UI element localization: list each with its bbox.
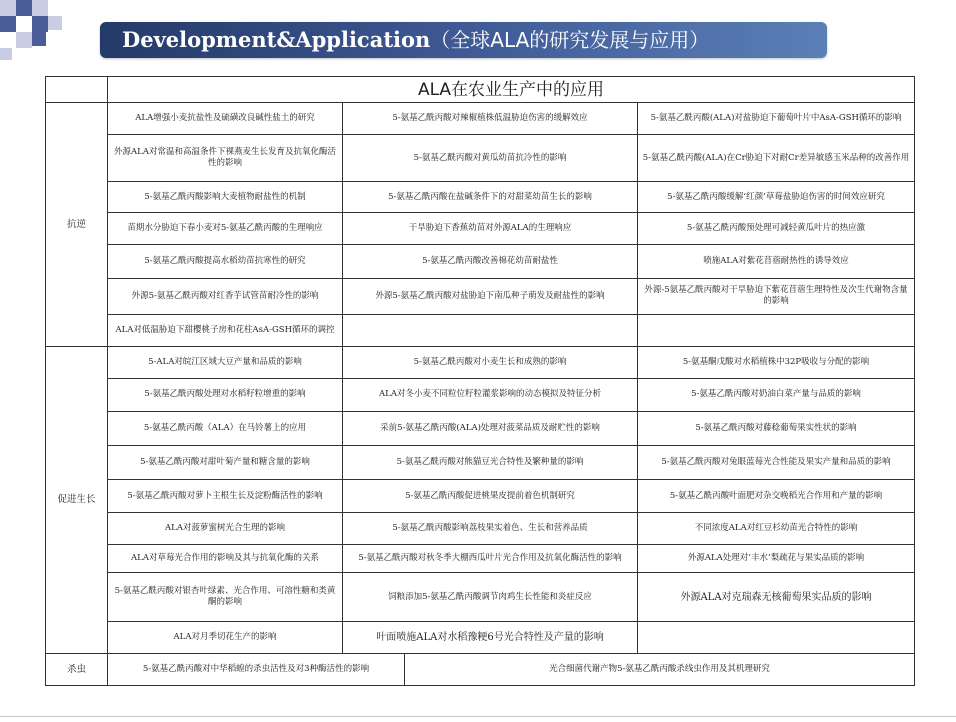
table-cell: 5-ALA对皖江区域大豆产量和品质的影响 — [108, 346, 343, 378]
table-cell: 外源ALA对克瑞森无核葡萄果实品质的影响 — [638, 573, 915, 621]
table-cell: 5-氨基乙酰丙酸对银杏叶绿素、光合作用、可溶性糖和类黄酮的影响 — [108, 573, 343, 621]
table-cell: 5-氨基乙酰丙酸(ALA)在Cr胁迫下对耐Cr差异敏感玉米品种的改善作用 — [638, 135, 915, 182]
table-cell: 叶面喷施ALA对水稻豫粳6号光合特性及产量的影响 — [343, 621, 638, 653]
table-cell: 5-氨基乙酰丙酸对秋冬季大棚西瓜叶片光合作用及抗氧化酶活性的影响 — [343, 545, 638, 573]
table-cell: 外源ALA对常温和高温条件下裸燕麦生长发育及抗氧化酶活性的影响 — [108, 135, 343, 182]
table-cell: 5-氨基乙酰丙酸对辣椒植株低温胁迫伤害的缓解效应 — [343, 103, 638, 135]
table-cell: 5-氨基乙酰丙酸(ALA)对盐胁迫下葡萄叶片中AsA-GSH循环的影响 — [638, 103, 915, 135]
table-cell: 5-氨基乙酰丙酸对兔眼蓝莓光合性能及果实产量和品质的影响 — [638, 446, 915, 480]
page-title — [122, 26, 709, 54]
category-growth: 促进生长 — [46, 346, 108, 653]
table-cell: ALA对冬小麦不同粒位籽粒灌浆影响的动态模拟及特征分析 — [343, 378, 638, 411]
table-cell: 不同浓度ALA对红豆杉幼苗光合特性的影响 — [638, 513, 915, 545]
table-cell — [343, 314, 638, 346]
table-cell: 外源5-氨基乙酰丙酸对盐胁迫下南瓜种子萌发及耐盐性的影响 — [343, 278, 638, 314]
table-cell: 5-氨基乙酰丙酸（ALA）在马铃薯上的应用 — [108, 412, 343, 446]
table-cell: 外源ALA处理对‘丰水’梨疏花与果实品质的影响 — [638, 545, 915, 573]
table-cell: 5-氨基乙酰丙酸影响荔枝果实着色、生长和营养品质 — [343, 513, 638, 545]
title-chinese: （全球ALA的研究发展与应用） — [430, 28, 710, 52]
table-cell: 5-氨基乙酰丙酸在盐碱条件下的对甜菜幼苗生长的影响 — [343, 182, 638, 213]
table-cell: 饲粮添加5-氨基乙酰丙酸调节肉鸡生长性能和炎症反应 — [343, 573, 638, 621]
category-pest: 杀虫 — [46, 653, 108, 685]
table-cell: 5-氨基乙酰丙酸缓解‘红颜’草莓盐胁迫伤害的时间效应研究 — [638, 182, 915, 213]
table-cell: ALA对菠萝蜜树光合生理的影响 — [108, 513, 343, 545]
table-cell: 5-氨基乙酰丙酸改善棉花幼苗耐盐性 — [343, 244, 638, 278]
table-cell: 5-氨基乙酰丙酸处理对水稻籽粒增重的影响 — [108, 378, 343, 411]
bottom-rule — [0, 716, 956, 717]
table-cell: ALA增强小麦抗盐性及硫磺改良碱性盐土的研究 — [108, 103, 343, 135]
table-cell: 外源-5氨基乙酰丙酸对干旱胁迫下紫花苜蓿生理特性及次生代谢物含量的影响 — [638, 278, 915, 314]
table-corner — [46, 77, 108, 103]
table-cell: 5-氨基乙酰丙酸对黄瓜幼苗抗冷性的影响 — [343, 135, 638, 182]
table-cell: 苗期水分胁迫下春小麦对5-氨基乙酰丙酸的生理响应 — [108, 213, 343, 244]
table-cell: 采前5-氨基乙酰丙酸(ALA)处理对菠菜品质及耐贮性的影响 — [343, 412, 638, 446]
table-cell: 5-氨基乙酰丙酸对熊猫豆光合特性及繁种量的影响 — [343, 446, 638, 480]
table-cell: ALA对月季切花生产的影响 — [108, 621, 343, 653]
category-resist: 抗逆 — [46, 103, 108, 347]
table-cell: 5-氨基乙酰丙酸对小麦生长和成熟的影响 — [343, 346, 638, 378]
table-cell: 5-氨基乙酰丙酸提高水稻幼苗抗寒性的研究 — [108, 244, 343, 278]
table-cell — [638, 621, 915, 653]
table-cell: 5-氨基乙酰丙酸预处理可减轻黄瓜叶片的热应激 — [638, 213, 915, 244]
table-cell: 外源5-氨基乙酰丙酸对红香芋试管苗耐冷性的影响 — [108, 278, 343, 314]
table-cell: 5-氨基乙酰丙酸促进桃果皮提前着色机制研究 — [343, 480, 638, 513]
table-cell: ALA对草莓光合作用的影响及其与抗氧化酶的关系 — [108, 545, 343, 573]
table-cell: 5-氨基乙酰丙酸影响大麦植物耐盐性的机制 — [108, 182, 343, 213]
table-cell: 5-氨基乙酰丙酸对甜叶菊产量和糖含量的影响 — [108, 446, 343, 480]
table-heading: ALA在农业生产中的应用 — [108, 77, 915, 103]
table-cell: 5-氨基乙酰丙酸对中华稻蝗的杀虫活性及对3种酶活性的影响 — [108, 653, 405, 685]
table-cell: 5-氨基酮戊酸对水稻植株中32P吸收与分配的影响 — [638, 346, 915, 378]
ala-application-table — [45, 76, 915, 686]
table-cell: ALA对低温胁迫下甜樱桃子房和花柱AsA-GSH循环的调控 — [108, 314, 343, 346]
table-cell — [638, 314, 915, 346]
table-cell: 光合细菌代谢产物5-氨基乙酰丙酸杀线虫作用及其机理研究 — [405, 653, 915, 685]
table-cell: 干旱胁迫下香蕉幼苗对外源ALA的生理响应 — [343, 213, 638, 244]
title-english: Development&Application — [122, 27, 431, 52]
table-cell: 5-氨基乙酰丙酸对藤稔葡萄果实性状的影响 — [638, 412, 915, 446]
table-cell: 5-氨基乙酰丙酸对萝卜主根生长及淀粉酶活性的影响 — [108, 480, 343, 513]
table-cell: 5-氨基乙酰丙酸对奶油白菜产量与品质的影响 — [638, 378, 915, 411]
table-cell: 5-氨基乙酰丙酸叶面肥对杂交晚稻光合作用和产量的影响 — [638, 480, 915, 513]
title-banner — [100, 22, 827, 58]
table-cell: 喷施ALA对紫花苜蓿耐热性的诱导效应 — [638, 244, 915, 278]
